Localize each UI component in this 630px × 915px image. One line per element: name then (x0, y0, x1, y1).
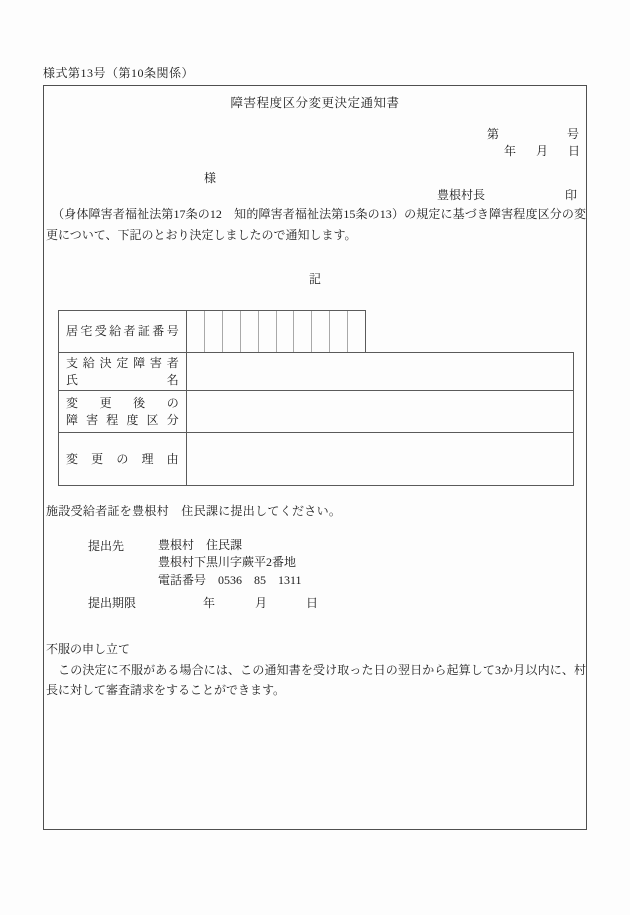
change-reason-label-cell (59, 433, 186, 485)
deadline-year-label: 年 (203, 596, 216, 610)
new-classification-label-line1: 変更後の (66, 395, 179, 410)
appeal-section-text: この決定に不服がある場合には、この通知書を受け取った日の翌日から起算して3か月以内に、村長に対して審査請求をすることができます。 (46, 663, 586, 697)
addressee-honorific: 様 (204, 171, 217, 185)
record-marker: 記 (308, 272, 321, 286)
recipient-name-value-cell (187, 353, 573, 390)
document-number-suffix: 号 (566, 127, 579, 141)
recipient-number-digit-cell (187, 311, 204, 352)
date-year-label: 年 (504, 144, 517, 158)
recipient-number-label: 居宅受給者証番号 (66, 324, 179, 338)
submission-destination-block (88, 537, 302, 589)
submission-destination-address: 豊根村下黒川字蕨平2番地 (158, 555, 297, 570)
decision-table (58, 310, 574, 486)
new-classification-label-line2: 障害程度区分 (66, 412, 179, 427)
change-reason-value-cell (187, 433, 573, 485)
form-number: 様式第13号（第10条関係） (43, 66, 195, 80)
submission-instruction: 施設受給者証を豊根村 住民課に提出してください。 (46, 504, 342, 518)
document-number-row (487, 125, 579, 142)
deadline-month-label: 月 (255, 596, 268, 610)
recipient-number-digit-cell (276, 311, 294, 352)
recipient-number-digit-cell (258, 311, 276, 352)
issuer-name: 豊根村長 (437, 188, 486, 202)
recipient-name-label-line1: 支給決定障害者 (66, 355, 179, 370)
recipient-number-digit-cell (347, 311, 365, 352)
recipient-name-label-cell (59, 353, 186, 390)
appeal-section-heading: 不服の申し立て (46, 642, 131, 656)
document-number-prefix: 第 (487, 127, 500, 141)
submission-destination-name: 豊根村 住民課 (158, 538, 243, 552)
table-line (573, 352, 574, 486)
date-month-label: 月 (535, 144, 548, 158)
submission-deadline-label: 提出期限 (88, 596, 137, 610)
change-reason-label: 変更の理由 (66, 451, 179, 466)
recipient-number-digit-cell (240, 311, 258, 352)
recipient-name-label-line2: 氏名 (66, 372, 179, 387)
new-classification-label-cell (59, 391, 186, 432)
table-line (365, 310, 366, 352)
table-line (58, 485, 574, 486)
recipient-number-label-cell (59, 311, 186, 352)
issuer-row (437, 186, 577, 203)
issue-date-row (504, 142, 580, 159)
recipient-number-digit-cell (222, 311, 240, 352)
submission-destination-details (158, 537, 302, 589)
recipient-number-cells (187, 311, 365, 352)
submission-destination-phone: 電話番号 0536 85 1311 (158, 572, 302, 587)
recipient-number-digit-cell (293, 311, 311, 352)
recipient-number-digit-cell (329, 311, 347, 352)
issuer-seal-mark: 印 (564, 188, 577, 202)
deadline-day-label: 日 (306, 596, 319, 610)
new-classification-value-cell (187, 391, 573, 432)
document-title: 障害程度区分変更決定通知書 (230, 96, 400, 110)
recipient-number-digit-cell (311, 311, 329, 352)
submission-destination-label: 提出先 (88, 539, 125, 553)
recipient-number-digit-cell (204, 311, 222, 352)
notification-body-paragraph: （身体障害者福祉法第17条の12 知的障害者福祉法第15条の13）の規定に基づき障害程度区分の変更について、下記のとおり決定しましたので通知します。 (46, 207, 586, 242)
date-day-label: 日 (567, 144, 580, 158)
